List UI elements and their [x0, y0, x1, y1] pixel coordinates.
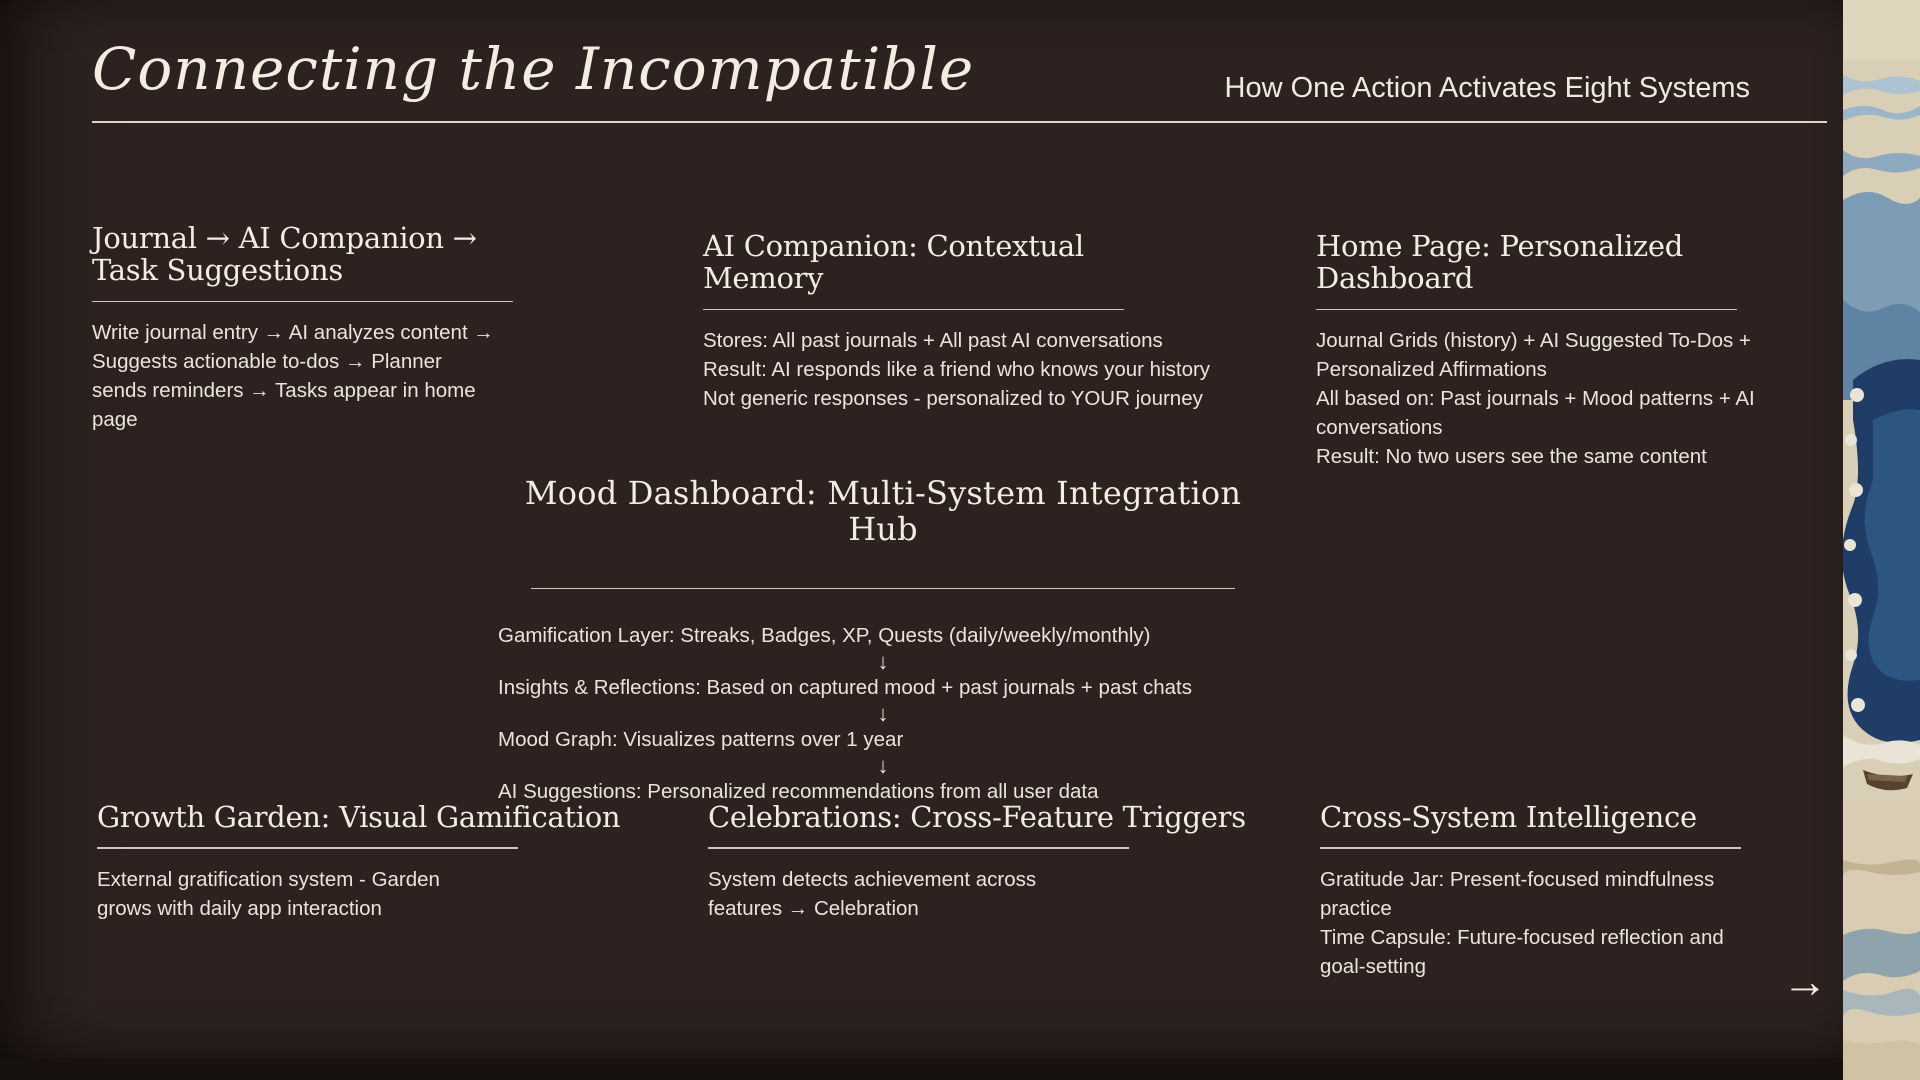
body-line: Gratitude Jar: Present-focused mindfulness practice	[1320, 867, 1715, 920]
section-heading: Journal → AI Companion → Task Suggestions	[92, 221, 477, 288]
section-growth-garden	[97, 800, 621, 923]
section-divider	[708, 847, 1129, 849]
section-divider	[92, 301, 513, 303]
next-slide-arrow[interactable]: →	[1782, 955, 1828, 1007]
section-home-dashboard	[1316, 230, 1756, 471]
section-divider	[1320, 847, 1741, 849]
body-line: Journal Grids (history) + AI Suggested To-Dos + Personalized Affirmations	[1316, 329, 1751, 382]
section-heading: Growth Garden: Visual Gamification	[97, 800, 621, 834]
section-body: External gratification system - Garden grows with daily app interaction	[97, 867, 440, 920]
section-ai-memory	[703, 229, 1211, 413]
section-divider	[1316, 309, 1737, 311]
section-mood-hub	[498, 476, 1268, 804]
body-line: Not generic responses - personalized to YOUR journey	[703, 387, 1203, 411]
body-line: Time Capsule: Future-focused reflection and goal-setting	[1320, 925, 1724, 978]
flow-step: Mood Graph: Visualizes patterns over 1 year	[498, 728, 904, 752]
section-heading: Home Page: Personalized Dashboard	[1316, 229, 1684, 296]
slide-subtitle: How One Action Activates Eight Systems	[1224, 72, 1750, 104]
down-arrow-icon: ↓	[877, 701, 889, 727]
section-heading: AI Companion: Contextual Memory	[703, 229, 1084, 296]
down-arrow-icon: ↓	[877, 753, 889, 779]
section-heading: Celebrations: Cross-Feature Triggers	[708, 800, 1246, 834]
body-line: Stores: All past journals + All past AI conversations	[703, 329, 1163, 353]
section-cross-system	[1320, 801, 1770, 981]
body-line: Result: AI responds like a friend who knows your history	[703, 358, 1211, 382]
section-divider	[531, 588, 1235, 590]
flow-step: AI Suggestions: Personalized recommendations from all user data	[498, 780, 1099, 804]
down-arrow-icon: ↓	[877, 649, 889, 675]
flow-step: Gamification Layer: Streaks, Badges, XP, Quests (daily/weekly/monthly)	[498, 624, 1151, 648]
section-divider	[97, 847, 518, 849]
section-celebrations	[708, 800, 1246, 923]
section-body: System detects achievement across features → Celebration	[708, 867, 1037, 920]
body-line: All based on: Past journals + Mood patterns + AI conversations	[1316, 387, 1755, 440]
section-journal-flow	[92, 222, 522, 434]
wave-artwork	[1843, 0, 1920, 1080]
section-heading: Cross-System Intelligence	[1320, 800, 1697, 834]
section-divider	[703, 309, 1124, 311]
section-heading: Mood Dashboard: Multi-System Integration Hub	[524, 474, 1242, 548]
section-body: Write journal entry → AI analyzes content → Suggests actionable to-dos → Planner sends reminders → Tasks appear in home page	[92, 321, 494, 432]
letterbox-band	[0, 1058, 1843, 1080]
flow-step: Insights & Reflections: Based on captured mood + past journals + past chats	[498, 676, 1192, 700]
header-divider	[92, 121, 1827, 123]
body-line: Result: No two users see the same content	[1316, 445, 1707, 469]
slide-title: Connecting the Incompatible	[92, 35, 975, 103]
